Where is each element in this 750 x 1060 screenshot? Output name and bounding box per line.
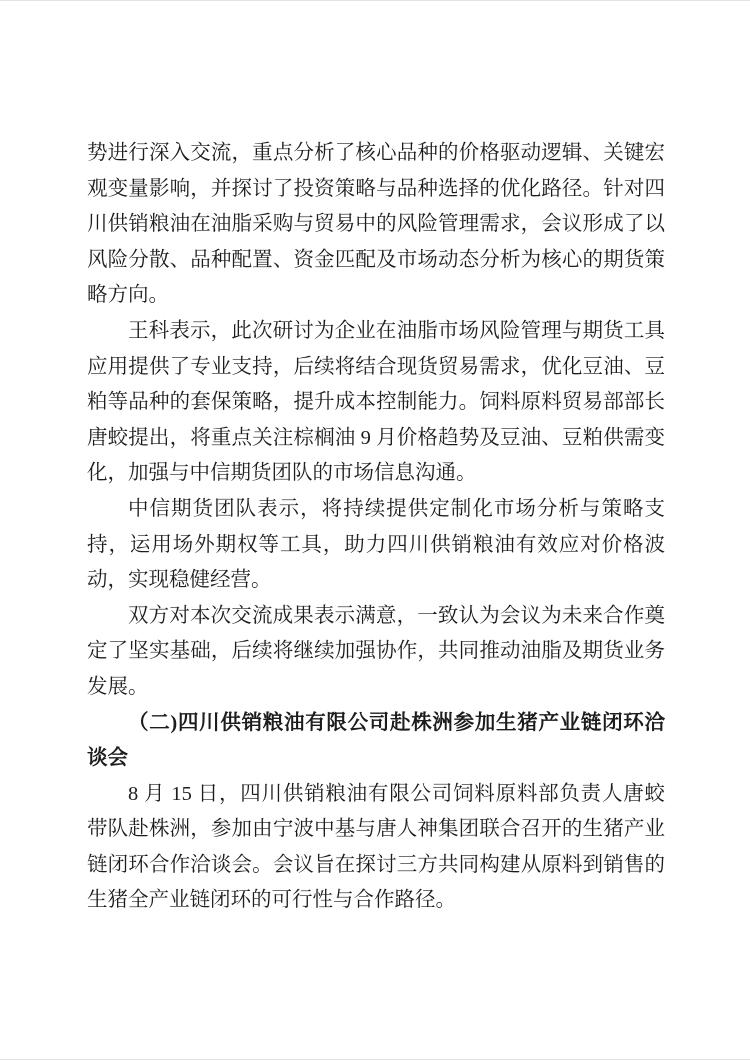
section-heading-zhuzhou-meeting: （二)四川供销粮油有限公司赴株洲参加生猪产业链闭环洽谈会 bbox=[87, 711, 665, 770]
paragraph-wangke-statement: 王科表示，此次研讨为企业在油脂市场风险管理与期货工具应用提供了专业支持，后续将结合现货贸易需求，优化豆油、豆粕等品种的套保策略，提升成本控制能力。饲料原料贸易部部长唐蛟提出，将重点关注棕榈油 9 月价格趋势及豆油、豆粕供需变化，加强与中信期货团队的市场信息沟通。 bbox=[87, 319, 665, 485]
paragraph-mutual-satisfaction: 双方对本次交流成果表示满意，一致认为会议为未来合作奠定了坚实基础，后续将继续加强协作，共同推动油脂及期货业务发展。 bbox=[87, 604, 665, 698]
paragraph-citic-futures-statement: 中信期货团队表示，将持续提供定制化市场分析与策略支持，运用场外期权等工具，助力四川供销粮油有效应对价格波动，实现稳健经营。 bbox=[87, 497, 665, 592]
document-body bbox=[87, 136, 665, 919]
paragraph-futures-strategy: 势进行深入交流，重点分析了核心品种的价格驱动逻辑、关键宏观变量影响，并探讨了投资策略与品种选择的优化路径。针对四川供销粮油在油脂采购与贸易中的风险管理需求，会议形成了以风险分散、品种配置、资金匹配及市场动态分析为核心的期货策略方向。 bbox=[87, 142, 665, 307]
paragraph-zhuzhou-meeting-details: 8 月 15 日，四川供销粮油有限公司饲料原料部负责人唐蛟带队赴株洲，参加由宁波中基与唐人神集团联合召开的生猪产业链闭环合作洽谈会。会议旨在探讨三方共同构建从原料到销售的生猪全产业链闭环的可行性与合作路径。 bbox=[87, 782, 665, 912]
